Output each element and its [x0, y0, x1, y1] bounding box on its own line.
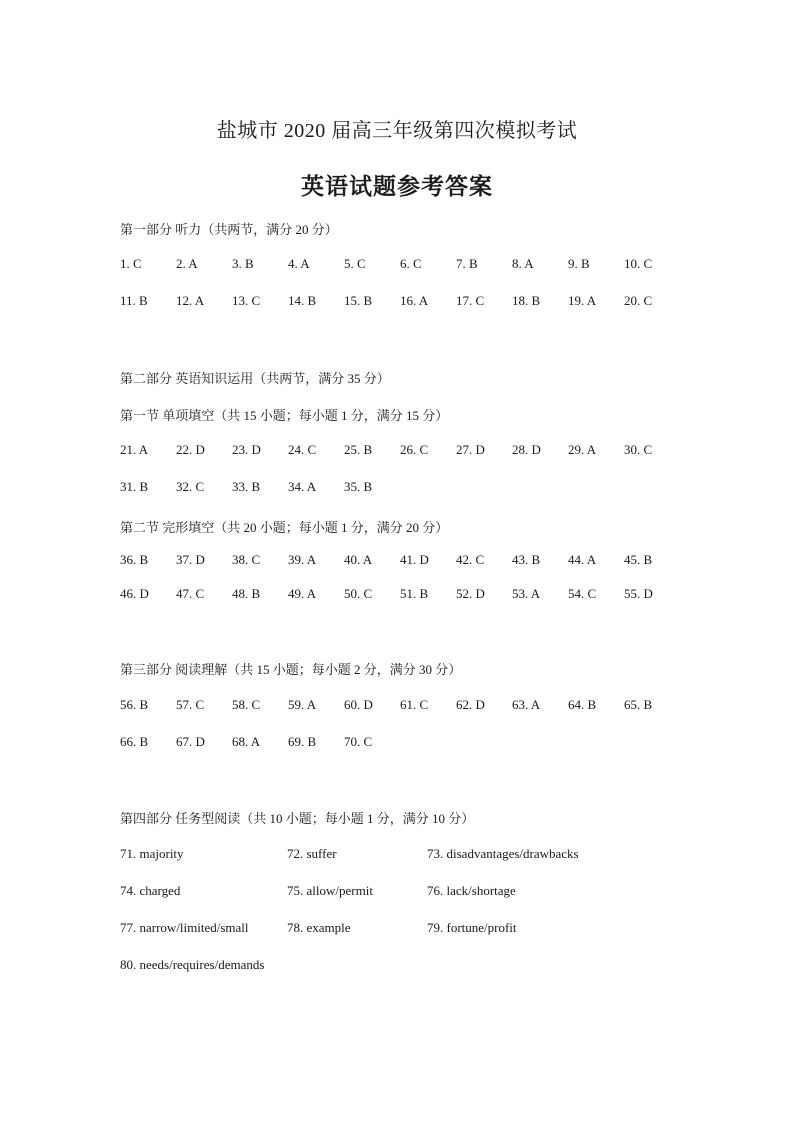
answer-item: 7. B	[456, 256, 478, 271]
answer-item: 65. B	[624, 697, 653, 712]
answer-item: 20. C	[624, 293, 653, 308]
part2-section1-heading: 第一节 单项填空（共 15 小题；每小题 1 分，满分 15 分）	[120, 408, 449, 423]
answer-item: 60. D	[344, 697, 373, 712]
answer-item: 62. D	[456, 697, 485, 712]
answer-item: 8. A	[512, 256, 534, 271]
answer-item: 80. needs/requires/demands	[120, 957, 265, 972]
answer-item: 76. lack/shortage	[427, 883, 516, 898]
answer-item: 29. A	[568, 442, 597, 457]
answer-item: 19. A	[568, 293, 597, 308]
answer-row	[120, 920, 720, 938]
answer-item: 1. C	[120, 256, 142, 271]
answer-item: 74. charged	[120, 883, 181, 898]
answer-item: 71. majority	[120, 846, 184, 861]
answer-row	[120, 846, 720, 864]
answer-item: 77. narrow/limited/small	[120, 920, 249, 935]
answer-item: 64. B	[568, 697, 597, 712]
answer-item: 68. A	[232, 734, 261, 749]
answer-item: 27. D	[456, 442, 485, 457]
answer-item: 43. B	[512, 552, 541, 567]
answer-row	[120, 957, 720, 975]
part3-heading: 第三部分 阅读理解（共 15 小题；每小题 2 分，满分 30 分）	[120, 662, 462, 677]
answer-item: 37. D	[176, 552, 205, 567]
answer-row	[120, 883, 720, 901]
answer-item: 35. B	[344, 479, 373, 494]
answer-item: 18. B	[512, 293, 541, 308]
answer-row	[120, 697, 720, 715]
answer-item: 22. D	[176, 442, 205, 457]
answer-item: 55. D	[624, 586, 653, 601]
answer-row	[120, 293, 720, 311]
answer-item: 3. B	[232, 256, 254, 271]
answer-item: 48. B	[232, 586, 261, 601]
answer-item: 44. A	[568, 552, 597, 567]
answer-item: 41. D	[400, 552, 429, 567]
answer-item: 70. C	[344, 734, 373, 749]
answer-item: 28. D	[512, 442, 541, 457]
answer-row	[120, 586, 720, 604]
answer-item: 49. A	[288, 586, 317, 601]
answer-item: 59. A	[288, 697, 317, 712]
answer-item: 56. B	[120, 697, 149, 712]
answer-item: 26. C	[400, 442, 429, 457]
answer-item: 13. C	[232, 293, 261, 308]
answer-item: 10. C	[624, 256, 653, 271]
answer-item: 72. suffer	[287, 846, 337, 861]
answer-item: 79. fortune/profit	[427, 920, 517, 935]
answer-item: 57. C	[176, 697, 205, 712]
answer-item: 4. A	[288, 256, 310, 271]
answer-item: 6. C	[400, 256, 422, 271]
answer-item: 52. D	[456, 586, 485, 601]
answer-item: 50. C	[344, 586, 373, 601]
answer-item: 12. A	[176, 293, 205, 308]
answer-item: 40. A	[344, 552, 373, 567]
answer-item: 21. A	[120, 442, 149, 457]
part2-section2-heading: 第二节 完形填空（共 20 小题；每小题 1 分，满分 20 分）	[120, 520, 449, 535]
answer-item: 30. C	[624, 442, 653, 457]
answer-item: 25. B	[344, 442, 373, 457]
answer-row	[120, 479, 720, 497]
answer-item: 51. B	[400, 586, 429, 601]
answer-item: 15. B	[344, 293, 373, 308]
answer-item: 75. allow/permit	[287, 883, 373, 898]
document-title: 盐城市 2020 届高三年级第四次模拟考试	[216, 120, 578, 142]
part2-heading: 第二部分 英语知识运用（共两节，满分 35 分）	[120, 371, 390, 386]
answer-row	[120, 734, 720, 752]
answer-item: 5. C	[344, 256, 366, 271]
answer-item: 32. C	[176, 479, 205, 494]
answer-item: 33. B	[232, 479, 261, 494]
answer-item: 78. example	[287, 920, 351, 935]
answer-item: 2. A	[176, 256, 198, 271]
answer-row	[120, 552, 720, 570]
answer-item: 34. A	[288, 479, 317, 494]
answer-item: 31. B	[120, 479, 149, 494]
part4-heading: 第四部分 任务型阅读（共 10 小题；每小题 1 分，满分 10 分）	[120, 811, 475, 826]
answer-item: 46. D	[120, 586, 149, 601]
answer-item: 9. B	[568, 256, 590, 271]
answer-item: 69. B	[288, 734, 317, 749]
answer-item: 67. D	[176, 734, 205, 749]
answer-item: 14. B	[288, 293, 317, 308]
answer-item: 45. B	[624, 552, 653, 567]
answer-item: 17. C	[456, 293, 485, 308]
answer-item: 42. C	[456, 552, 485, 567]
answer-item: 47. C	[176, 586, 205, 601]
answer-item: 58. C	[232, 697, 261, 712]
answer-row	[120, 442, 720, 460]
answer-item: 66. B	[120, 734, 149, 749]
answer-item: 11. B	[120, 293, 148, 308]
answer-item: 53. A	[512, 586, 541, 601]
answer-item: 23. D	[232, 442, 261, 457]
answer-row	[120, 256, 720, 274]
answer-item: 63. A	[512, 697, 541, 712]
answer-item: 73. disadvantages/drawbacks	[427, 846, 579, 861]
answer-item: 61. C	[400, 697, 429, 712]
document-subtitle: 英语试题参考答案	[301, 174, 493, 199]
part1-heading: 第一部分 听力（共两节，满分 20 分）	[120, 222, 338, 237]
answer-item: 54. C	[568, 586, 597, 601]
answer-item: 39. A	[288, 552, 317, 567]
answer-item: 16. A	[400, 293, 429, 308]
answer-item: 36. B	[120, 552, 149, 567]
answer-item: 24. C	[288, 442, 317, 457]
answer-item: 38. C	[232, 552, 261, 567]
